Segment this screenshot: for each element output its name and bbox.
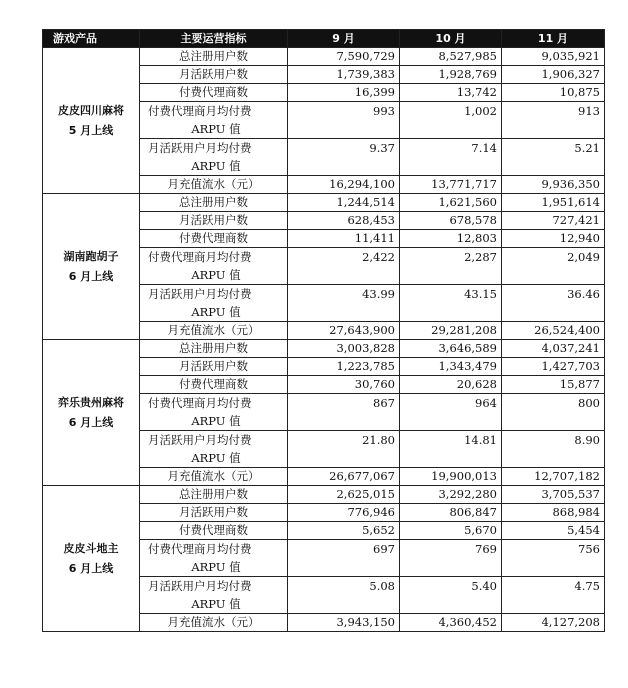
metric-label-cell: 月活跃用户数 [140, 66, 288, 84]
value-cell-sep: 7,590,729 [288, 48, 400, 66]
metric-label-cell: 月充值流水（元） [140, 322, 288, 340]
metric-label-cell [140, 540, 288, 577]
game-name: 湖南跑胡子 [63, 249, 119, 263]
value-cell-sep: 2,625,015 [288, 486, 400, 504]
metric-label-cell [140, 394, 288, 431]
value-cell-oct: 678,578 [400, 212, 502, 230]
value-cell-sep: 1,223,785 [288, 358, 400, 376]
value-cell-sep: 993 [288, 102, 400, 139]
value-cell-sep: 1,739,383 [288, 66, 400, 84]
metric-label-cell [140, 248, 288, 285]
value-cell-oct: 20,628 [400, 376, 502, 394]
value-cell-nov: 36.46 [502, 285, 605, 322]
metric-label-unit: ARPU 值 [191, 268, 241, 282]
metric-label-unit: ARPU 值 [191, 560, 241, 574]
metric-label-unit: ARPU 值 [191, 597, 241, 611]
value-cell-sep: 3,943,150 [288, 614, 400, 632]
game-product-cell [43, 340, 140, 486]
metric-label: 付费代理商月均付费 [148, 396, 252, 410]
value-cell-sep: 9.37 [288, 139, 400, 176]
value-cell-sep: 776,946 [288, 504, 400, 522]
metric-label-cell: 月活跃用户数 [140, 212, 288, 230]
value-cell-sep: 3,003,828 [288, 340, 400, 358]
metric-label-cell [140, 139, 288, 176]
value-cell-nov: 1,906,327 [502, 66, 605, 84]
game-launch-date: 6 月上线 [68, 561, 114, 575]
metric-label: 月活跃用户月均付费 [148, 287, 252, 301]
metric-label-cell: 总注册用户数 [140, 194, 288, 212]
header-month-sep: 9 月 [288, 30, 400, 48]
value-cell-nov: 800 [502, 394, 605, 431]
value-cell-oct: 1,343,479 [400, 358, 502, 376]
value-cell-sep: 30,760 [288, 376, 400, 394]
value-cell-sep: 16,294,100 [288, 176, 400, 194]
metric-label: 付费代理商月均付费 [148, 542, 252, 556]
value-cell-oct: 4,360,452 [400, 614, 502, 632]
game-name: 弈乐贵州麻将 [58, 395, 124, 409]
metric-label: 付费代理商月均付费 [148, 104, 252, 118]
value-cell-nov: 913 [502, 102, 605, 139]
metric-label-cell: 付费代理商数 [140, 230, 288, 248]
value-cell-sep: 867 [288, 394, 400, 431]
value-cell-nov: 10,875 [502, 84, 605, 102]
value-cell-oct: 14.81 [400, 431, 502, 468]
value-cell-oct: 1,002 [400, 102, 502, 139]
operating-metrics-sheet [42, 29, 604, 632]
value-cell-sep: 26,677,067 [288, 468, 400, 486]
value-cell-nov: 4,037,241 [502, 340, 605, 358]
value-cell-sep: 1,244,514 [288, 194, 400, 212]
value-cell-oct: 13,742 [400, 84, 502, 102]
metric-label-cell: 付费代理商数 [140, 84, 288, 102]
game-name: 皮皮四川麻将 [58, 103, 124, 117]
value-cell-nov: 4.75 [502, 577, 605, 614]
game-launch-date: 6 月上线 [68, 269, 114, 283]
value-cell-oct: 3,646,589 [400, 340, 502, 358]
value-cell-nov: 727,421 [502, 212, 605, 230]
header-game-product: 游戏产品 [43, 30, 140, 48]
value-cell-oct: 7.14 [400, 139, 502, 176]
metric-label: 付费代理商月均付费 [148, 250, 252, 264]
value-cell-sep: 21.80 [288, 431, 400, 468]
game-product-cell [43, 486, 140, 632]
value-cell-nov: 3,705,537 [502, 486, 605, 504]
metric-label-unit: ARPU 值 [191, 414, 241, 428]
game-name: 皮皮斗地主 [63, 541, 119, 555]
value-cell-nov: 1,427,703 [502, 358, 605, 376]
metric-label-cell: 总注册用户数 [140, 486, 288, 504]
metric-label: 月活跃用户月均付费 [148, 579, 252, 593]
value-cell-nov: 5,454 [502, 522, 605, 540]
value-cell-sep: 16,399 [288, 84, 400, 102]
value-cell-oct: 1,928,769 [400, 66, 502, 84]
value-cell-oct: 13,771,717 [400, 176, 502, 194]
metric-label-cell [140, 285, 288, 322]
value-cell-sep: 5,652 [288, 522, 400, 540]
metric-label: 月活跃用户月均付费 [148, 433, 252, 447]
value-cell-oct: 806,847 [400, 504, 502, 522]
game-launch-date: 5 月上线 [68, 123, 114, 137]
value-cell-oct: 19,900,013 [400, 468, 502, 486]
metric-label-cell [140, 431, 288, 468]
value-cell-nov: 9,936,350 [502, 176, 605, 194]
table-row [43, 340, 605, 358]
header-month-nov: 11 月 [502, 30, 605, 48]
value-cell-nov: 4,127,208 [502, 614, 605, 632]
value-cell-nov: 2,049 [502, 248, 605, 285]
metric-label-cell [140, 102, 288, 139]
value-cell-oct: 8,527,985 [400, 48, 502, 66]
value-cell-nov: 9,035,921 [502, 48, 605, 66]
value-cell-oct: 3,292,280 [400, 486, 502, 504]
metric-label-unit: ARPU 值 [191, 122, 241, 136]
game-product-cell [43, 194, 140, 340]
value-cell-nov: 5.21 [502, 139, 605, 176]
value-cell-nov: 12,707,182 [502, 468, 605, 486]
metric-label-cell: 月充值流水（元） [140, 468, 288, 486]
metric-label-cell: 月充值流水（元） [140, 614, 288, 632]
value-cell-nov: 868,984 [502, 504, 605, 522]
value-cell-nov: 8.90 [502, 431, 605, 468]
header-month-oct: 10 月 [400, 30, 502, 48]
value-cell-oct: 2,287 [400, 248, 502, 285]
value-cell-nov: 12,940 [502, 230, 605, 248]
metric-label-cell: 总注册用户数 [140, 48, 288, 66]
metric-label-unit: ARPU 值 [191, 159, 241, 173]
value-cell-nov: 15,877 [502, 376, 605, 394]
value-cell-sep: 628,453 [288, 212, 400, 230]
game-product-cell [43, 48, 140, 194]
metric-label: 月活跃用户月均付费 [148, 141, 252, 155]
table-row [43, 486, 605, 504]
metric-label-unit: ARPU 值 [191, 451, 241, 465]
value-cell-oct: 769 [400, 540, 502, 577]
operating-metrics-table [42, 29, 605, 632]
value-cell-sep: 5.08 [288, 577, 400, 614]
value-cell-oct: 29,281,208 [400, 322, 502, 340]
value-cell-nov: 26,524,400 [502, 322, 605, 340]
metric-label-cell [140, 577, 288, 614]
metric-label-cell: 总注册用户数 [140, 340, 288, 358]
metric-label-cell: 付费代理商数 [140, 522, 288, 540]
value-cell-sep: 697 [288, 540, 400, 577]
header-main-metric: 主要运营指标 [140, 30, 288, 48]
table-row [43, 194, 605, 212]
table-header-row [43, 30, 605, 48]
value-cell-sep: 43.99 [288, 285, 400, 322]
metric-label-cell: 付费代理商数 [140, 376, 288, 394]
value-cell-sep: 27,643,900 [288, 322, 400, 340]
value-cell-sep: 2,422 [288, 248, 400, 285]
metric-label-cell: 月活跃用户数 [140, 504, 288, 522]
value-cell-oct: 5,670 [400, 522, 502, 540]
game-launch-date: 6 月上线 [68, 415, 114, 429]
value-cell-sep: 11,411 [288, 230, 400, 248]
metric-label-cell: 月活跃用户数 [140, 358, 288, 376]
value-cell-oct: 43.15 [400, 285, 502, 322]
value-cell-oct: 5.40 [400, 577, 502, 614]
value-cell-nov: 1,951,614 [502, 194, 605, 212]
metric-label-cell: 月充值流水（元） [140, 176, 288, 194]
table-row [43, 48, 605, 66]
metric-label-unit: ARPU 值 [191, 305, 241, 319]
value-cell-oct: 1,621,560 [400, 194, 502, 212]
value-cell-oct: 12,803 [400, 230, 502, 248]
table-body [43, 48, 605, 632]
value-cell-oct: 964 [400, 394, 502, 431]
value-cell-nov: 756 [502, 540, 605, 577]
